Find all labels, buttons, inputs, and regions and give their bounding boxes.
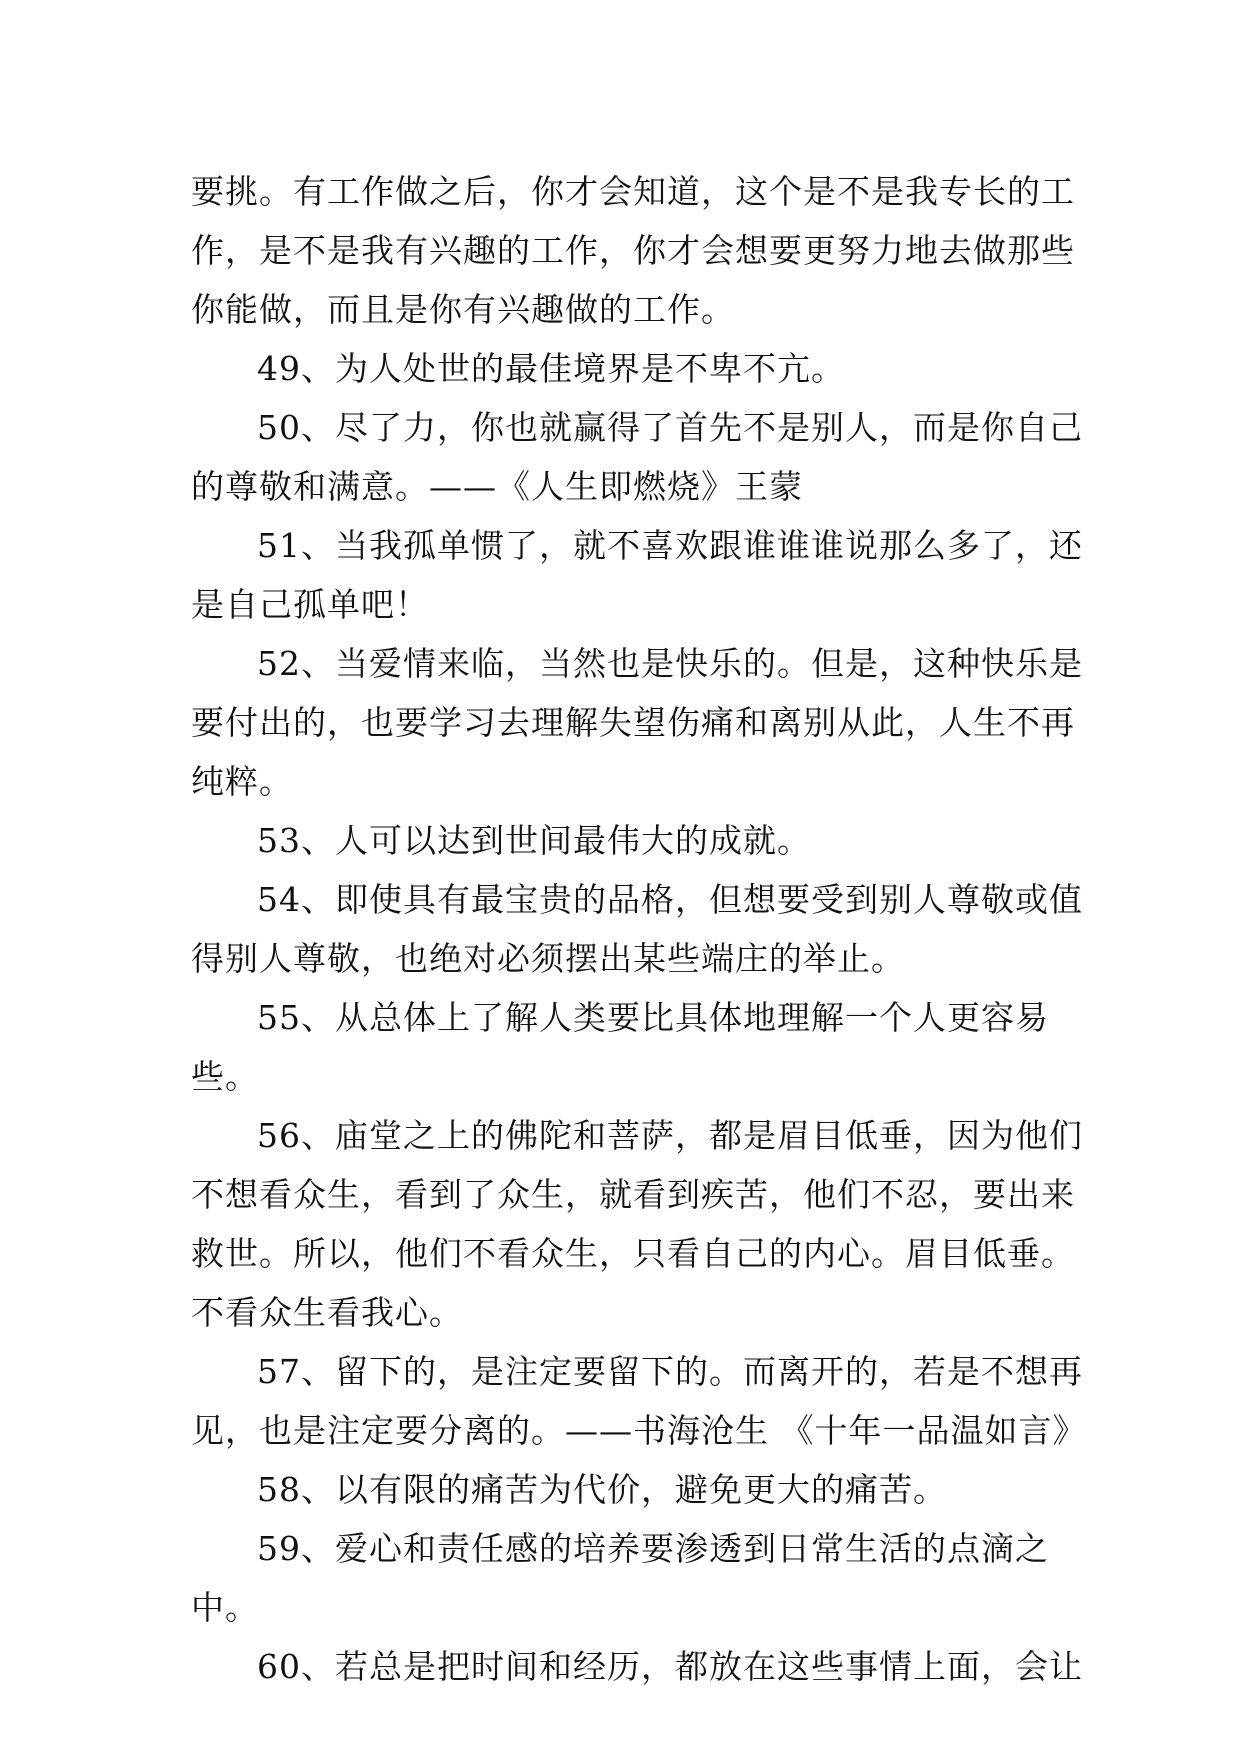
paragraph: 要挑。有工作做之后，你才会知道，这个是不是我专长的工作，是不是我有兴趣的工作，你才会想要更努力地去做那些你能做，而且是你有兴趣做的工作。 xyxy=(191,172,1075,329)
paragraph: 55、从总体上了解人类要比具体地理解一个人更容易些。 xyxy=(191,998,1049,1096)
paragraph: 51、当我孤单惯了，就不喜欢跟谁谁谁说那么多了，还是自己孤单吧！ xyxy=(191,526,1083,624)
paragraph: 54、即使具有最宝贵的品格，但想要受到别人尊敬或值得别人尊敬，也绝对必须摆出某些端庄的举止。 xyxy=(191,880,1083,978)
paragraph: 57、留下的，是注定要留下的。而离开的，若是不想再见，也是注定要分离的。——书海沧生 《十年一品温如言》 xyxy=(191,1352,1087,1450)
paragraph: 52、当爱情来临，当然也是快乐的。但是，这种快乐是要付出的，也要学习去理解失望伤痛和离别从此，人生不再纯粹。 xyxy=(191,644,1083,801)
paragraph: 60、若总是把时间和经历，都放在这些事情上面，会让 xyxy=(257,1647,1083,1686)
document-body xyxy=(191,162,1091,1696)
paragraph: 53、人可以达到世间最伟大的成就。 xyxy=(257,821,811,860)
paragraph: 56、庙堂之上的佛陀和菩萨，都是眉目低垂，因为他们不想看众生，看到了众生，就看到疾苦，他们不忍，要出来救世。所以，他们不看众生，只看自己的内心。眉目低垂。不看众生看我心。 xyxy=(191,1116,1083,1332)
paragraph: 58、以有限的痛苦为代价，避免更大的痛苦。 xyxy=(257,1470,947,1509)
paragraph: 49、为人处世的最佳境界是不卑不亢。 xyxy=(257,349,845,388)
paragraph: 50、尽了力，你也就赢得了首先不是别人，而是你自己的尊敬和满意。——《人生即燃烧》王蒙 xyxy=(191,408,1083,506)
paragraph: 59、爱心和责任感的培养要渗透到日常生活的点滴之中。 xyxy=(191,1529,1049,1627)
